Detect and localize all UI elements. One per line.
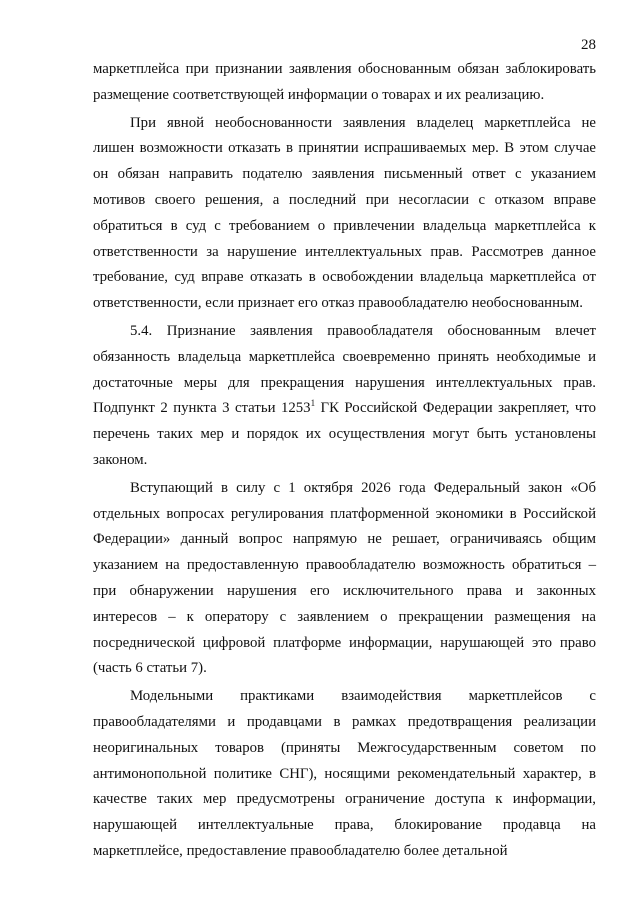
paragraph-text-before-footnote: 5.4. Признание заявления правообладателя обоснованным влечет обязанность владельца маркетплейса своевременно принять необходимые и достаточные меры для прекращения нарушения интеллектуальных прав. Подпункт 2 пункта 3 статьи 1253 (93, 322, 596, 417)
paragraph-platform-economy-law: Вступающий в силу с 1 октября 2026 года Федеральный закон «Об отдельных вопросах регулирования платформенной экономики в Российской Федерации» данный вопрос напрямую не решает, ограничиваясь общим указанием на предоставленную правообладателю возможность обратиться – при обнаружении нарушения его исключительного права и законных интересов – к оператору с заявлением о прекращении размещения на посреднической цифровой платформе информации, нарушающей это право (часть 6 статьи 7). (93, 479, 596, 677)
paragraph-text-after-footnote: ГК Российской Федерации закрепляет, что перечень таких мер и порядок их осуществления могут быть установлены законом. (93, 400, 596, 468)
paragraph-refusal-of-claim: При явной необоснованности заявления владелец маркетплейса не лишен возможности отказать в принятии испрашиваемых мер. В этом случае он обязан направить подателю заявления письменный ответ с указанием мотивов своего решения, а последний при несогласии с отказом вправе обратиться в суд с требованием о привлечении владельца маркетплейса к ответственности за нарушение интеллектуальных прав. Рассмотрев данное требование, суд вправе отказать в освобождении владельца маркетплейса от ответственности, если признает его отказ правообладателю необоснованным. (93, 114, 596, 312)
paragraph-continuation: маркетплейса при признании заявления обоснованным обязан заблокировать размещение соответствующей информации о товарах и их реализацию. (93, 61, 596, 103)
page-number: 28 (581, 37, 596, 53)
article-superscript: 1 (310, 398, 316, 409)
paragraph-section-5-4 (93, 319, 596, 474)
document-body (93, 57, 596, 865)
paragraph-model-practices: Модельными практиками взаимодействия маркетплейсов с правообладателями и продавцами в рамках предотвращения реализации неоригинальных товаров (приняты Межгосударственным советом по антимонопольной политике СНГ), носящими рекомендательный характер, в качестве таких мер предусмотрены ограничение доступа к информации, нарушающей интеллектуальные права, блокирование продавца на маркетплейсе, предоставление правообладателю более детальной (93, 688, 596, 859)
